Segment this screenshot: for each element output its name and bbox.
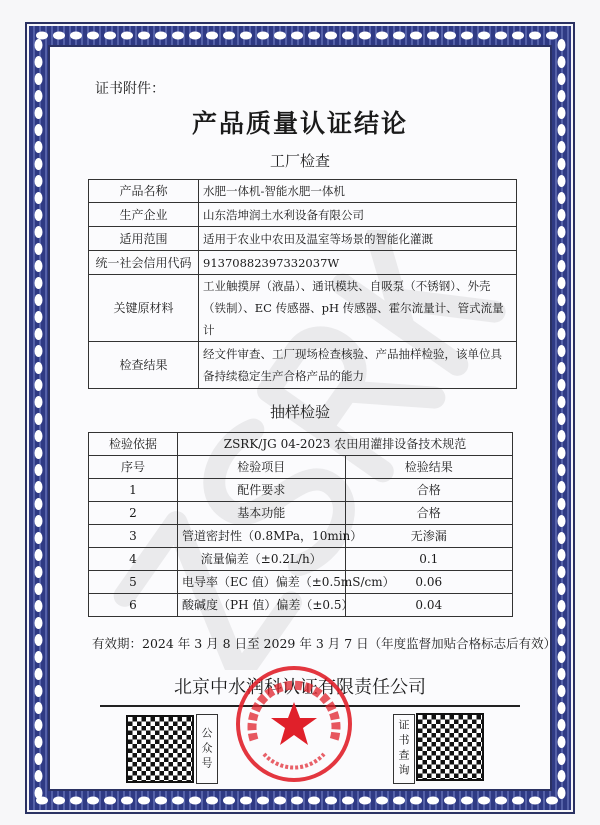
item-name: 流量偏差（±0.2L/h） [178, 548, 346, 571]
item-number: 1 [89, 479, 178, 502]
row-key: 检查结果 [89, 342, 199, 389]
row-value: 适用于农业中农田及温室等场景的智能化灌溉 [199, 227, 517, 251]
item-number: 2 [89, 502, 178, 525]
inspection-item-row [89, 548, 513, 571]
row-key: 产品名称 [89, 180, 199, 203]
factory-row [89, 275, 517, 342]
qr-code-public-account [126, 715, 194, 783]
item-name: 管道密封性（0.8MPa，10min） [178, 525, 346, 548]
attachment-label: 证书附件： [95, 81, 165, 97]
basis-row [89, 433, 513, 456]
item-number: 5 [89, 571, 178, 594]
inspection-item-row [89, 525, 513, 548]
item-result: 0.1 [345, 548, 513, 571]
factory-row [89, 203, 517, 227]
item-result: 合格 [345, 479, 513, 502]
item-name: 电导率（EC 值）偏差（±0.5mS/cm） [178, 571, 346, 594]
issuer-name: 北京中水润科认证有限责任公司 [174, 677, 426, 698]
qr-right-label: 证书查询 [393, 714, 415, 784]
row-key: 关键原材料 [89, 275, 199, 342]
inspection-item-row [89, 479, 513, 502]
sampling-section-title: 抽样检验 [269, 403, 330, 421]
factory-row [89, 342, 517, 389]
factory-section-title: 工厂检查 [269, 152, 330, 170]
item-number: 3 [89, 525, 178, 548]
header-row [89, 456, 513, 479]
official-seal [232, 662, 356, 786]
validity-text: 有效期：2024 年 3 月 8 日至 2029 年 3 月 7 日（年度监督加贴合格标志后有效） [92, 636, 557, 651]
sampling-table [88, 432, 513, 617]
qr-code-certificate-query [416, 713, 484, 781]
item-name: 酸碱度（PH 值）偏差（±0.5） [178, 594, 346, 617]
item-result: 合格 [345, 502, 513, 525]
page-title: 产品质量认证结论 [191, 109, 408, 138]
row-value: 工业触摸屏（液晶）、通讯模块、自吸泵（不锈钢）、外壳（铁制）、EC 传感器、pH 传感器、霍尔流量计、管式流量计 [199, 275, 517, 342]
factory-row [89, 180, 517, 203]
header-cell: 检验项目 [178, 456, 346, 479]
item-name: 基本功能 [178, 502, 346, 525]
factory-row [89, 227, 517, 251]
row-key: 生产企业 [89, 203, 199, 227]
item-name: 配件要求 [178, 479, 346, 502]
inspection-item-row [89, 571, 513, 594]
item-number: 6 [89, 594, 178, 617]
row-key: 统一社会信用代码 [89, 251, 199, 275]
factory-row [89, 251, 517, 275]
item-result: 0.04 [345, 594, 513, 617]
item-number: 4 [89, 548, 178, 571]
header-cell: 序号 [89, 456, 178, 479]
factory-inspection-table [88, 179, 517, 389]
basis-label: 检验依据 [89, 433, 178, 456]
header-cell: 检验结果 [345, 456, 513, 479]
row-value: 水肥一体机-智能水肥一体机 [199, 180, 517, 203]
qr-left-label: 公众号 [196, 714, 218, 784]
row-value: 经文件审查、工厂现场检查核验、产品抽样检验，该单位具备持续稳定生产合格产品的能力 [199, 342, 517, 389]
basis-value: ZSRK/JG 04-2023 农田用灌排设备技术规范 [178, 433, 513, 456]
row-value: 91370882397332037W [199, 251, 517, 275]
item-result: 0.06 [345, 571, 513, 594]
inspection-item-row [89, 502, 513, 525]
row-value: 山东浩坤润土水利设备有限公司 [199, 203, 517, 227]
star-icon [271, 702, 317, 745]
inspection-item-row [89, 594, 513, 617]
item-result: 无渗漏 [345, 525, 513, 548]
row-key: 适用范围 [89, 227, 199, 251]
